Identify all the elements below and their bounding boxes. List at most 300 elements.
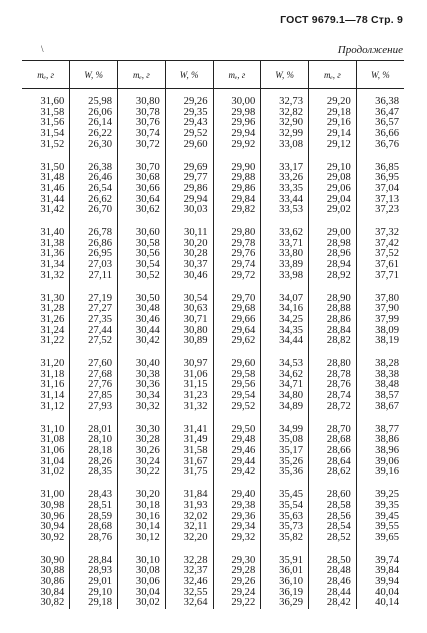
mass-cell: 30,28 [118, 435, 166, 446]
moisture-cell: 36,01 [261, 566, 309, 577]
mass-cell: 29,78 [213, 239, 261, 250]
moisture-cell: 30,80 [165, 326, 213, 337]
spacer-cell [356, 151, 404, 163]
mass-cell: 31,20 [40, 358, 65, 370]
mass-cell: 28,72 [309, 402, 357, 413]
spacer-cell [213, 282, 261, 294]
moisture-cell: 38,57 [356, 391, 404, 402]
mass-cell: 28,52 [309, 533, 357, 544]
mass-cell: 30,74 [118, 129, 166, 140]
moisture-cell: 28,43 [70, 490, 118, 501]
spacer-cell [118, 544, 166, 556]
moisture-cell: 30,54 [165, 294, 213, 305]
mass-cell: 30,06 [118, 577, 166, 588]
moisture-cell: 34,16 [261, 304, 309, 315]
mass-cell: 31,40 [40, 227, 65, 239]
moisture-cell: 39,06 [356, 457, 404, 468]
mass-cell: 31,38 [40, 237, 65, 249]
spacer-cell [118, 282, 166, 294]
moisture-cell: 29,35 [165, 108, 213, 119]
spacer-cell [309, 413, 357, 425]
column-header-moisture-1: W, % [70, 61, 118, 89]
mass-cell: 30,86 [40, 576, 65, 588]
mass-cell: 30,84 [40, 586, 65, 598]
moisture-cell: 38,38 [356, 370, 404, 381]
mass-cell: 29,30 [213, 556, 261, 567]
moisture-cell: 37,80 [356, 294, 404, 305]
mass-cell: 30,96 [40, 510, 65, 522]
mass-cell: 31,48 [40, 172, 65, 184]
spacer-cell [22, 151, 70, 163]
moisture-cell: 26,70 [70, 205, 118, 216]
moisture-cell: 31,84 [165, 490, 213, 501]
spacer-cell [118, 413, 166, 425]
moisture-cell: 31,58 [165, 446, 213, 457]
spacer-cell [213, 544, 261, 556]
group-gap-row [22, 544, 404, 556]
spacer-cell [165, 151, 213, 163]
mass-cell: 31,18 [40, 368, 65, 380]
mass-cell: 31,58 [40, 106, 65, 118]
table-row [22, 336, 404, 347]
moisture-cell: 35,73 [261, 522, 309, 533]
spacer-cell [213, 151, 261, 163]
spacer-cell [118, 151, 166, 163]
mass-cell: 30,36 [118, 380, 166, 391]
moisture-cell: 37,61 [356, 260, 404, 271]
mass-cell: 30,14 [118, 522, 166, 533]
mass-cell: 29,68 [213, 304, 261, 315]
moisture-cell: 37,71 [356, 271, 404, 282]
moisture-cell: 30,97 [165, 359, 213, 370]
spacer-cell [213, 413, 261, 425]
moisture-cell: 37,90 [356, 304, 404, 315]
moisture-cell: 32,99 [261, 129, 309, 140]
moisture-cell: 34,62 [261, 370, 309, 381]
moisture-cell: 30,71 [165, 315, 213, 326]
spacer-cell [356, 282, 404, 294]
mass-cell: 30,94 [40, 521, 65, 533]
mass-cell: 30,00 [213, 97, 261, 108]
moisture-cell: 27,27 [70, 304, 118, 315]
moisture-cell: 28,01 [70, 425, 118, 436]
moisture-cell: 36,76 [356, 140, 404, 151]
mass-cell: 28,68 [309, 435, 357, 446]
moisture-cell: 27,76 [70, 380, 118, 391]
corner-mark: \ [41, 44, 44, 54]
mass-cell: 31,42 [40, 204, 65, 216]
moisture-cell: 32,37 [165, 566, 213, 577]
mass-cell: 28,78 [309, 370, 357, 381]
moisture-cell: 26,95 [70, 249, 118, 260]
moisture-cell: 35,08 [261, 435, 309, 446]
mass-cell: 29,46 [213, 446, 261, 457]
mass-cell: 28,92 [309, 271, 357, 282]
group-gap-row [22, 413, 404, 425]
mass-cell: 31,16 [40, 379, 65, 391]
mass-cell: 30,32 [118, 402, 166, 413]
mass-cell: 30,78 [118, 108, 166, 119]
mass-cell: 28,94 [309, 260, 357, 271]
mass-cell: 29,50 [213, 425, 261, 436]
mass-cell: 29,42 [213, 467, 261, 478]
mass-cell: 28,74 [309, 391, 357, 402]
moisture-cell: 26,54 [70, 184, 118, 195]
spacer-cell [70, 151, 118, 163]
moisture-cell: 38,28 [356, 359, 404, 370]
table-row [22, 271, 404, 282]
mass-cell: 29,72 [213, 271, 261, 282]
column-header-mass-4: mₑ, г [309, 61, 357, 89]
standard-header: ГОСТ 9679.1—78 Стр. 9 [280, 14, 403, 26]
moisture-cell: 37,32 [356, 228, 404, 239]
moisture-cell: 31,06 [165, 370, 213, 381]
mass-cell: 31,36 [40, 248, 65, 260]
mass-cell: 29,62 [213, 336, 261, 347]
moisture-cell: 27,35 [70, 315, 118, 326]
mass-cell: 31,14 [40, 390, 65, 402]
mass-cell: 31,54 [40, 128, 65, 140]
spacer-cell [22, 413, 70, 425]
mass-cell: 29,52 [213, 402, 261, 413]
moisture-cell: 28,93 [70, 566, 118, 577]
moisture-cell: 29,18 [70, 598, 118, 609]
table-row [22, 501, 404, 512]
moisture-cell: 38,09 [356, 326, 404, 337]
moisture-cell: 30,63 [165, 304, 213, 315]
moisture-cell: 32,28 [165, 556, 213, 567]
mass-cell: 30,90 [40, 554, 65, 566]
mass-cell: 28,96 [309, 249, 357, 260]
moisture-cell: 29,01 [70, 577, 118, 588]
mass-cell: 29,38 [213, 501, 261, 512]
mass-cell: 30,80 [118, 97, 166, 108]
mass-cell: 30,58 [118, 239, 166, 250]
mass-cell: 31,10 [40, 423, 65, 435]
mass-cell: 29,60 [213, 359, 261, 370]
moisture-cell: 26,86 [70, 239, 118, 250]
moisture-cell: 35,54 [261, 501, 309, 512]
mass-cell: 31,34 [40, 259, 65, 271]
moisture-cell: 38,96 [356, 446, 404, 457]
mass-cell: 29,14 [309, 129, 357, 140]
spacer-cell [261, 282, 309, 294]
column-header-moisture-4: W, % [356, 61, 404, 89]
moisture-cell: 34,07 [261, 294, 309, 305]
mass-cell: 31,22 [40, 335, 65, 347]
mass-cell: 28,86 [309, 315, 357, 326]
mass-cell: 30,34 [118, 391, 166, 402]
mass-cell: 30,44 [118, 326, 166, 337]
mass-cell: 29,56 [213, 380, 261, 391]
mass-cell: 30,50 [118, 294, 166, 305]
mass-cell: 30,60 [118, 228, 166, 239]
mass-cell: 30,38 [118, 370, 166, 381]
moisture-cell: 28,59 [70, 512, 118, 523]
mass-cell: 28,84 [309, 326, 357, 337]
mass-cell: 28,56 [309, 512, 357, 523]
mass-cell: 29,18 [309, 108, 357, 119]
mass-cell: 29,96 [213, 118, 261, 129]
moisture-cell: 31,23 [165, 391, 213, 402]
spacer-cell [22, 282, 70, 294]
moisture-cell: 33,35 [261, 184, 309, 195]
mass-cell: 28,48 [309, 566, 357, 577]
moisture-cell: 30,20 [165, 239, 213, 250]
moisture-cell: 26,06 [70, 108, 118, 119]
mass-cell: 31,26 [40, 313, 65, 325]
moisture-cell: 38,48 [356, 380, 404, 391]
moisture-cell: 36,10 [261, 577, 309, 588]
mass-cell: 31,44 [40, 193, 65, 205]
spacer-cell [309, 282, 357, 294]
mass-cell: 28,70 [309, 425, 357, 436]
moisture-cell: 26,46 [70, 173, 118, 184]
mass-cell: 28,58 [309, 501, 357, 512]
moisture-cell: 28,18 [70, 446, 118, 457]
mass-cell: 30,12 [118, 533, 166, 544]
mass-cell: 29,58 [213, 370, 261, 381]
mass-cell: 31,32 [40, 269, 65, 281]
mass-cell: 30,66 [118, 184, 166, 195]
mass-cell: 30,54 [118, 260, 166, 271]
mass-cell: 28,76 [309, 380, 357, 391]
moisture-cell: 27,60 [70, 359, 118, 370]
mass-cell: 30,08 [118, 566, 166, 577]
table-header-row [22, 61, 404, 89]
mass-cell: 29,54 [213, 391, 261, 402]
mass-cell: 31,46 [40, 182, 65, 194]
mass-cell: 31,02 [40, 466, 65, 478]
moisture-cell: 29,43 [165, 118, 213, 129]
moisture-cell: 30,89 [165, 336, 213, 347]
mass-cell: 29,16 [309, 118, 357, 129]
moisture-cell: 33,17 [261, 163, 309, 174]
moisture-cell: 30,28 [165, 249, 213, 260]
moisture-cell: 33,80 [261, 249, 309, 260]
mass-cell: 29,94 [213, 129, 261, 140]
mass-cell: 31,08 [40, 434, 65, 446]
mass-cell: 30,48 [118, 304, 166, 315]
mass-cell: 28,62 [309, 467, 357, 478]
moisture-cell: 27,03 [70, 260, 118, 271]
moisture-cell: 26,78 [70, 228, 118, 239]
column-header-mass-1: mₑ, г [22, 61, 70, 89]
mass-cell: 29,22 [213, 598, 261, 609]
mass-cell: 30,18 [118, 501, 166, 512]
moisture-cell: 33,26 [261, 173, 309, 184]
mass-cell: 30,98 [40, 499, 65, 511]
moisture-cell: 26,22 [70, 129, 118, 140]
moisture-cell: 27,19 [70, 294, 118, 305]
mass-cell: 29,26 [213, 577, 261, 588]
mass-cell: 30,72 [118, 140, 166, 151]
mass-cell: 29,34 [213, 522, 261, 533]
mass-cell: 30,16 [118, 512, 166, 523]
moisture-cell: 34,35 [261, 326, 309, 337]
moisture-cell: 29,10 [70, 588, 118, 599]
moisture-cell: 29,26 [165, 97, 213, 108]
table-row [22, 533, 404, 544]
moisture-cell: 35,26 [261, 457, 309, 468]
mass-cell: 29,64 [213, 326, 261, 337]
mass-cell: 29,36 [213, 512, 261, 523]
mass-cell: 30,56 [118, 249, 166, 260]
table-body [22, 89, 404, 610]
mass-cell: 30,20 [118, 490, 166, 501]
moisture-cell: 30,11 [165, 228, 213, 239]
spacer-cell [165, 544, 213, 556]
mass-cell: 29,06 [309, 184, 357, 195]
moisture-cell: 33,53 [261, 205, 309, 216]
moisture-cell: 29,94 [165, 195, 213, 206]
mass-cell: 29,44 [213, 457, 261, 468]
moisture-cell: 39,55 [356, 522, 404, 533]
mass-cell: 30,30 [118, 425, 166, 436]
mass-cell: 30,42 [118, 336, 166, 347]
column-header-mass-3: mₑ, г [213, 61, 261, 89]
spacer-cell [356, 413, 404, 425]
mass-cell: 29,04 [309, 195, 357, 206]
moisture-cell: 28,84 [70, 556, 118, 567]
spacer-cell [70, 413, 118, 425]
mass-cell: 29,76 [213, 249, 261, 260]
spacer-cell [70, 282, 118, 294]
moisture-cell: 36,29 [261, 598, 309, 609]
mass-cell: 28,60 [309, 490, 357, 501]
mass-cell: 29,66 [213, 315, 261, 326]
mass-cell: 29,00 [309, 228, 357, 239]
table-row [22, 140, 404, 151]
mass-cell: 31,12 [40, 400, 65, 412]
moisture-cell: 36,38 [356, 97, 404, 108]
spacer-cell [165, 282, 213, 294]
table-row [22, 402, 404, 413]
moisture-cell: 37,52 [356, 249, 404, 260]
moisture-cell: 40,14 [356, 598, 404, 609]
mass-cell: 28,90 [309, 294, 357, 305]
moisture-cell: 37,42 [356, 239, 404, 250]
column-header-moisture-3: W, % [261, 61, 309, 89]
mass-cell: 31,30 [40, 292, 65, 304]
mass-cell: 28,50 [309, 556, 357, 567]
mass-cell: 29,10 [309, 163, 357, 174]
mass-cell: 29,24 [213, 588, 261, 599]
mass-cell: 28,46 [309, 577, 357, 588]
mass-cell: 29,02 [309, 205, 357, 216]
mass-cell: 28,82 [309, 336, 357, 347]
mass-cell: 28,54 [309, 522, 357, 533]
moisture-cell: 33,98 [261, 271, 309, 282]
mass-cell: 31,50 [40, 161, 65, 173]
moisture-cell: 38,86 [356, 435, 404, 446]
moisture-cell: 34,44 [261, 336, 309, 347]
column-header-mass-2: mₑ, г [118, 61, 166, 89]
mass-cell: 30,26 [118, 446, 166, 457]
moisture-cell: 38,67 [356, 402, 404, 413]
spacer-cell [309, 544, 357, 556]
mass-cell: 30,62 [118, 205, 166, 216]
mass-cell: 28,88 [309, 304, 357, 315]
moisture-cell: 34,53 [261, 359, 309, 370]
moisture-cell: 40,04 [356, 588, 404, 599]
mass-cell: 30,76 [118, 118, 166, 129]
mass-cell: 29,88 [213, 173, 261, 184]
mass-cell: 30,88 [40, 565, 65, 577]
mass-cell: 30,40 [118, 359, 166, 370]
mass-cell: 30,70 [118, 163, 166, 174]
moisture-cell: 39,74 [356, 556, 404, 567]
mass-cell: 30,52 [118, 271, 166, 282]
continuation-label: Продолжение [337, 44, 403, 56]
mass-cell: 28,66 [309, 446, 357, 457]
moisture-cell: 35,17 [261, 446, 309, 457]
moisture-cell: 36,47 [356, 108, 404, 119]
moisture-cell: 37,99 [356, 315, 404, 326]
mass-cell: 30,10 [118, 556, 166, 567]
moisture-cell: 36,57 [356, 118, 404, 129]
moisture-cell: 27,85 [70, 391, 118, 402]
moisture-cell: 28,51 [70, 501, 118, 512]
moisture-cell: 26,38 [70, 163, 118, 174]
mass-cell: 30,82 [40, 597, 65, 609]
moisture-cell: 32,82 [261, 108, 309, 119]
moisture-cell: 39,25 [356, 490, 404, 501]
mass-cell: 29,70 [213, 294, 261, 305]
mass-cell: 29,32 [213, 533, 261, 544]
spacer-cell [356, 544, 404, 556]
moisture-cell: 31,32 [165, 402, 213, 413]
moisture-cell: 33,62 [261, 228, 309, 239]
moisture-cell: 28,10 [70, 435, 118, 446]
spacer-cell [70, 544, 118, 556]
moisture-cell: 32,90 [261, 118, 309, 129]
moisture-cell: 28,35 [70, 467, 118, 478]
moisture-cell: 35,82 [261, 533, 309, 544]
moisture-cell: 32,64 [165, 598, 213, 609]
mass-cell: 31,56 [40, 117, 65, 129]
group-gap-row [22, 151, 404, 163]
mass-cell: 28,42 [309, 598, 357, 609]
moisture-cell: 28,26 [70, 457, 118, 468]
moisture-cell: 39,45 [356, 512, 404, 523]
moisture-cell: 30,46 [165, 271, 213, 282]
moisture-cell: 32,02 [165, 512, 213, 523]
mass-cell: 29,80 [213, 228, 261, 239]
mass-cell: 29,74 [213, 260, 261, 271]
mass-cell: 30,22 [118, 467, 166, 478]
mass-cell: 30,92 [40, 531, 65, 543]
mass-cell: 30,46 [118, 315, 166, 326]
moisture-cell: 27,44 [70, 326, 118, 337]
moisture-cell: 39,94 [356, 577, 404, 588]
group-gap-row [22, 282, 404, 294]
moisture-cell: 32,20 [165, 533, 213, 544]
mass-cell: 31,52 [40, 138, 65, 150]
mass-cell: 31,60 [40, 96, 65, 107]
moisture-cell: 25,98 [70, 97, 118, 108]
mass-cell: 31,28 [40, 303, 65, 315]
mass-cell: 28,98 [309, 239, 357, 250]
table-row [22, 205, 404, 216]
moisture-cell: 38,19 [356, 336, 404, 347]
mass-cell: 30,64 [118, 195, 166, 206]
mass-cell: 28,44 [309, 588, 357, 599]
moisture-cell: 38,77 [356, 425, 404, 436]
table-row [22, 467, 404, 478]
moisture-cell: 34,89 [261, 402, 309, 413]
moisture-cell: 31,41 [165, 425, 213, 436]
